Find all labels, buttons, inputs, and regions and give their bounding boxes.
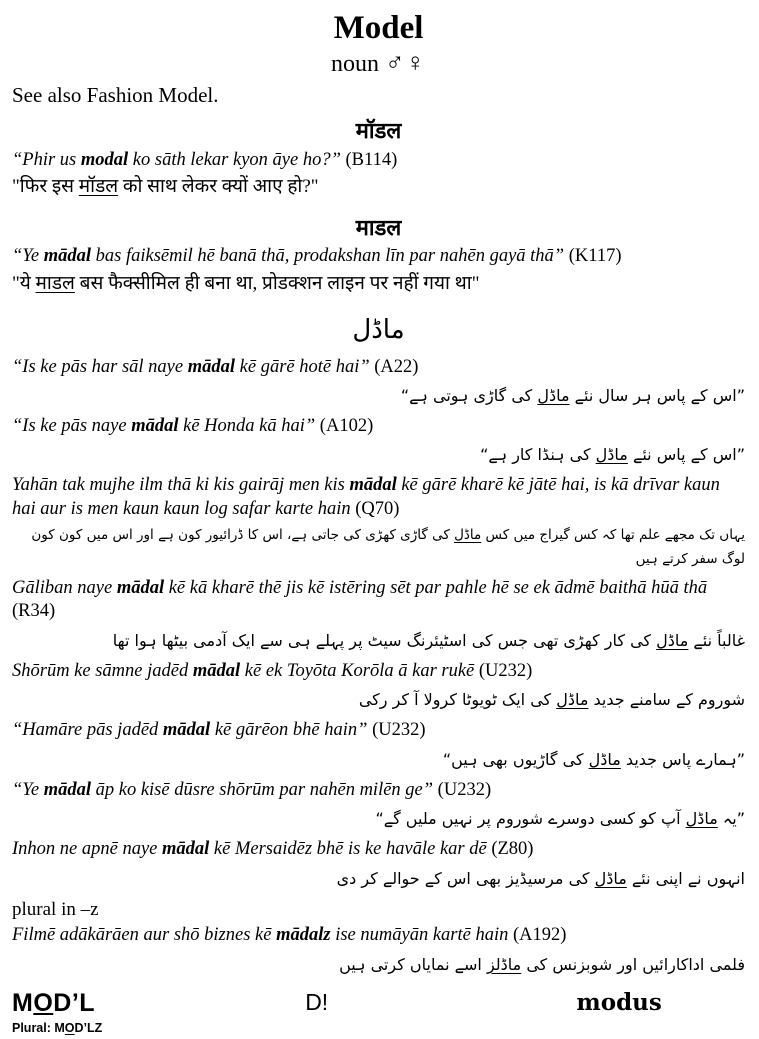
underlined-word: ماڈل <box>556 690 589 710</box>
footer-row <box>12 989 745 1035</box>
source-reference: (Z80) <box>491 839 534 860</box>
text-segment: “Phir us <box>12 149 81 170</box>
quote-latin-a22 <box>12 356 745 379</box>
text-segment: کی گاڑی ہوتی ہے“ <box>400 386 538 405</box>
underlined-word: ماڈل <box>537 386 570 405</box>
text-segment: کی ایک ٹویوٹا کرولا آ کر رکی <box>358 690 557 710</box>
bold-headword-mention: mādal <box>116 577 165 598</box>
text-segment: D’LZ <box>74 1020 103 1035</box>
underlined-word: O <box>64 1020 75 1035</box>
text-segment: ”اس کے پاس نئے <box>627 445 745 465</box>
underlined-word: O <box>33 988 54 1017</box>
source-reference: (U232) <box>437 779 492 800</box>
entry-body <box>12 117 745 979</box>
text-segment: انہوں نے اپنی نئے <box>626 868 745 888</box>
text-segment: کی گاڑیوں بھی ہیں“ <box>442 749 589 769</box>
quote-latin-q70 <box>12 474 745 521</box>
gender-symbols: ♂♀ <box>385 48 426 78</box>
headword-hindi-1 <box>12 117 745 146</box>
bold-headword-mention: mādal <box>131 416 179 436</box>
entry-headword-english: Model <box>333 10 424 46</box>
bold-headword-mention: mādal <box>43 779 91 800</box>
text-segment: bas faiksēmil hē banā thā, prodakshan līn par nahēn gayā thā” <box>91 246 569 267</box>
text-segment: plural in –z <box>12 898 99 920</box>
part-of-speech-line <box>12 48 745 79</box>
text-segment: Plural: M <box>12 1020 65 1035</box>
quote-urdu-u232-a <box>12 686 745 714</box>
underlined-word: ماڈل <box>685 809 718 829</box>
headword-urdu <box>12 311 745 350</box>
text-segment: को साथ लेकर क्यों आए हो?" <box>118 176 319 198</box>
text-segment: “Is ke pās naye <box>12 416 132 436</box>
footer-etymology: modus <box>576 988 662 1016</box>
text-segment: ماڈل <box>352 314 405 345</box>
source-reference: (U232) <box>372 720 426 741</box>
quote-latin-a102 <box>12 415 745 438</box>
text-segment: "ये <box>12 272 36 294</box>
text-segment: ise numāyān kartē hain <box>330 925 513 946</box>
underlined-word: ماڈل <box>595 445 628 465</box>
text-segment: یہاں تک مجھے علم تھا کہ کس گیراج میں کس <box>481 527 745 544</box>
text-segment: माडल <box>355 214 402 240</box>
source-reference: (K117) <box>568 246 622 267</box>
underlined-word: माडल <box>35 272 75 294</box>
source-reference: (A22) <box>374 356 419 377</box>
text-segment: "फिर इस <box>12 176 79 198</box>
plural-note <box>12 898 745 923</box>
text-segment: آپ کو کسی دوسرے شوروم پر نہیں ملیں گے“ <box>375 809 686 829</box>
source-reference: (A102) <box>319 416 374 436</box>
quote-urdu-r34 <box>12 627 745 655</box>
headword-hindi-2 <box>12 214 745 243</box>
text-segment: D’L <box>53 988 96 1017</box>
source-reference: (A192) <box>513 925 567 946</box>
text-segment: شوروم کے سامنے جدید <box>588 690 745 710</box>
text-segment: کی کار کھڑی تھی جس کی اسٹیئرنگ سیٹ پر پہلے ہی سے ایک آدمی بیٹھا ہوا تھا <box>112 630 657 650</box>
text-segment: kē gārē kharē kē jātē hai, is kā drīvar kaun hai aur is men kaun kaun log safar karte hain <box>12 475 720 519</box>
quote-urdu-q70 <box>12 524 745 571</box>
underlined-word: ماڈل <box>454 527 482 544</box>
text-segment: ko sāth lekar kyon āye ho?” <box>128 149 346 170</box>
text-segment: Yahān tak mujhe ilm thā ki kis gairāj men kis <box>12 475 350 496</box>
bold-headword-mention: mādal <box>162 720 211 741</box>
footer-center-code: D! <box>305 988 329 1015</box>
text-segment: kē Mersaidēz bhē is ke havāle kar dē <box>209 839 492 860</box>
quote-hindi-b114 <box>12 174 745 200</box>
text-segment: āp ko kisē dūsre shōrūm par nahēn milēn ge” <box>91 779 438 800</box>
bold-headword-mention: mādal <box>43 246 91 267</box>
quote-latin-z80 <box>12 838 745 861</box>
footer-left-column <box>12 989 305 1035</box>
text-segment: “Ye <box>12 779 44 800</box>
text-segment: बस फैक्सीमिल ही बना था, प्रोडक्शन लाइन पर नहीं गया था" <box>74 272 480 294</box>
text-segment: M <box>12 988 34 1017</box>
text-segment: کی ہنڈا کار ہے“ <box>480 445 596 465</box>
quote-latin-r34 <box>12 577 745 624</box>
source-reference: (U232) <box>478 660 533 681</box>
footer-phonetic-spelling <box>12 989 305 1018</box>
text-segment: کی مرسیڈیز بھی اس کے حوالے کر دی <box>336 868 595 888</box>
text-segment: ”ہمارے پاس جدید <box>620 749 745 769</box>
text-segment: Gāliban naye <box>12 577 117 598</box>
quote-latin-a192 <box>12 924 745 947</box>
text-segment: ”اس کے پاس ہر سال نئے <box>569 386 745 405</box>
quote-urdu-a192 <box>12 951 745 979</box>
bold-headword-mention: mādal <box>349 475 397 496</box>
bold-headword-mention: mādal <box>192 660 241 681</box>
quote-urdu-u232-c <box>12 805 745 833</box>
text-segment: “Hamāre pās jadēd <box>12 720 163 741</box>
see-also-note: See also Fashion Model. <box>12 82 219 107</box>
part-of-speech: noun <box>331 51 379 78</box>
text-segment: “Ye <box>12 246 44 267</box>
underlined-word: ماڈل <box>588 749 621 769</box>
text-segment: کی گاڑی کھڑی کی جاتی ہے، اس کا ڈرائیور کون ہے اور اس میں کون کون لوگ سفر کرتے ہیں <box>31 527 745 568</box>
text-segment: Shōrūm ke sāmne jadēd <box>12 660 193 681</box>
quote-urdu-u232-b <box>12 746 745 774</box>
text-segment: Inhon ne apnē naye <box>12 839 163 860</box>
text-segment: kē gārēon bhē hain” <box>210 720 373 741</box>
quote-latin-u232-b <box>12 719 745 742</box>
text-segment: kē Honda kā hai” <box>178 416 320 436</box>
text-segment: kē kā kharē thē jis kē istēring sēt par pahle hē se ek ādmē baithā hūā thā <box>164 577 708 598</box>
underlined-word: ماڈل <box>594 868 627 888</box>
text-segment: kē gārē hotē hai” <box>235 356 375 377</box>
text-segment: ”یہ <box>717 809 745 829</box>
text-segment: kē ek Toyōta Korōla ā kar rukē <box>240 660 479 681</box>
quote-hindi-k117 <box>12 271 745 297</box>
text-segment: Filmē adākārāen aur shō biznes kē <box>12 925 277 946</box>
quote-latin-u232-a <box>12 660 745 683</box>
text-segment: اسے نمایاں کرتی ہیں <box>339 954 487 974</box>
text-segment: فلمی اداکارائیں اور شوبزنس کی <box>521 954 745 974</box>
quote-urdu-a22 <box>12 382 745 410</box>
underlined-word: ماڈل <box>656 630 689 650</box>
source-reference: (B114) <box>345 149 398 170</box>
underlined-word: मॉडल <box>78 176 119 198</box>
text-segment: मॉडल <box>355 118 402 144</box>
quote-urdu-z80 <box>12 865 745 893</box>
quote-latin-k117 <box>12 245 745 268</box>
text-segment: غالباً نئے <box>688 630 745 650</box>
quote-urdu-a102 <box>12 441 745 469</box>
bold-headword-mention: modal <box>80 149 129 170</box>
bold-headword-mention: mādal <box>187 356 236 377</box>
quote-latin-b114 <box>12 149 745 172</box>
source-reference: (R34) <box>12 601 56 622</box>
text-segment: “Is ke pās har sāl naye <box>12 356 188 377</box>
source-reference: (Q70) <box>355 498 400 519</box>
quote-latin-u232-c <box>12 779 745 802</box>
bold-headword-mention: mādal <box>162 839 210 860</box>
bold-headword-mention: mādalz <box>276 925 331 946</box>
underlined-word: ماڈلز <box>486 954 522 974</box>
